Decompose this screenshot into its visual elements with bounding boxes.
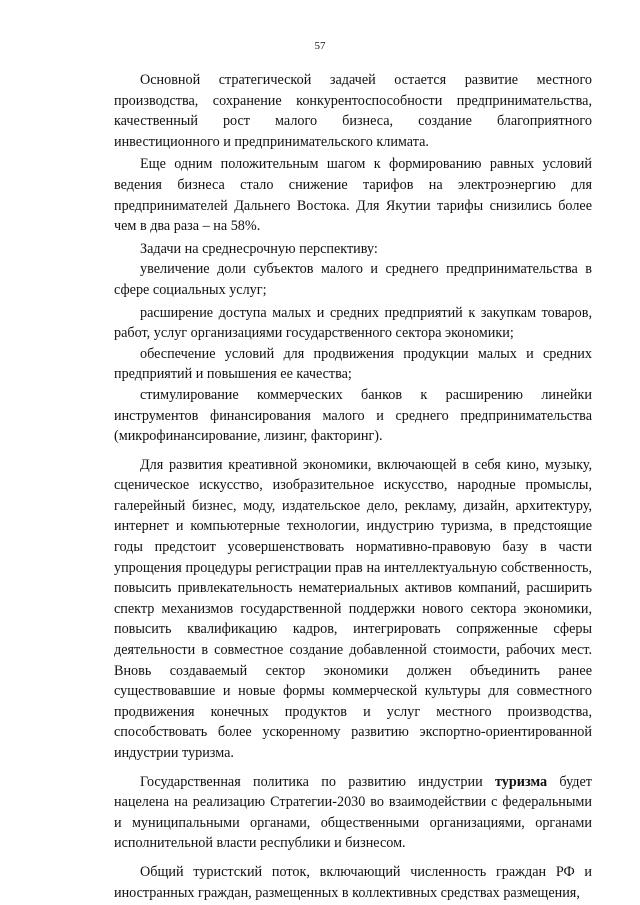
paragraph-creative-economy: Для развития креативной экономики, включающей в себя кино, музыку, сценическое искусство, изобразительное искусство, народные промыслы, галерейный бизнес, моду, издательское дело, рекламу, дизайн, архитектуру, интернет и компьютерные технологии, индустрию туризма, в предстоящие годы предстоит усовершенствовать нормативно-правовую базу в части упрощения процедуры регистрации прав на интеллектуальную собственность, повысить привлекательность нематериальных активов компаний, расширить спектр механизмов государственной поддержки нового сектора экономики, повысить квалификацию кадров, интегрировать сопряженные сферы деятельности в совместное создание добавленной стоимости, рабочих мест. Вновь создаваемый сектор экономики должен объединить ранее существовавшие и новые формы коммерческой культуры для совместного продвижения конечных продуктов и услуг местного производства, способствовать более ускоренному развитию экспортно-ориентированной индустрии туризма. [114,456,592,761]
document-body [114,70,592,903]
paragraph-medium-term-tasks-heading: Задачи на среднесрочную перспективу: [140,240,378,257]
paragraph-tourism-policy [114,772,592,854]
paragraph-task-product-promotion: обеспечение условий для продвижения продукции малых и средних предприятий и повышения ее качества; [114,345,592,383]
paragraph-electricity-tariffs: Еще одним положительным шагом к формированию равных условий ведения бизнеса стало снижение тарифов на электроэнергию для предпринимателей Дальнего Востока. Для Якутии тарифы снизились более чем в два раза – на 58%. [114,156,592,235]
paragraph-task-social-services: увеличение доли субъектов малого и среднего предпринимательства в сфере социальных услуг; [114,261,592,298]
paragraph-tourist-flow: Общий туристский поток, включающий численность граждан РФ и иностранных граждан, размещенных в коллективных средствах размещения, [114,863,592,901]
page-number: 57 [314,40,326,52]
tourism-keyword-bold: туризма [495,773,548,790]
paragraph-strategic-task: Основной стратегической задачей остается развитие местного производства, сохранение конкурентоспособности предпринимательства, качественный рост малого бизнеса, создание благоприятного инвестиционного и предпринимательского климата. [114,72,592,150]
paragraph-task-procurement-access: расширение доступа малых и средних предприятий к закупкам товаров, работ, услуг организациями государственного сектора экономики; [114,304,592,342]
tourism-policy-text-end: будет нацелена на реализацию Стратегии-2030 во взаимодействии с федеральными и муниципальными органами, общественными организациями, органами исполнительной власти республики и бизнесом. [114,773,593,852]
tourism-policy-text-start: Государственная политика по развитию индустрии [140,773,495,790]
paragraph-task-bank-financing: стимулирование коммерческих банков к расширению линейки инструментов финансирования малого и среднего предпринимательства (микрофинансирование, лизинг, факторинг). [114,386,592,445]
